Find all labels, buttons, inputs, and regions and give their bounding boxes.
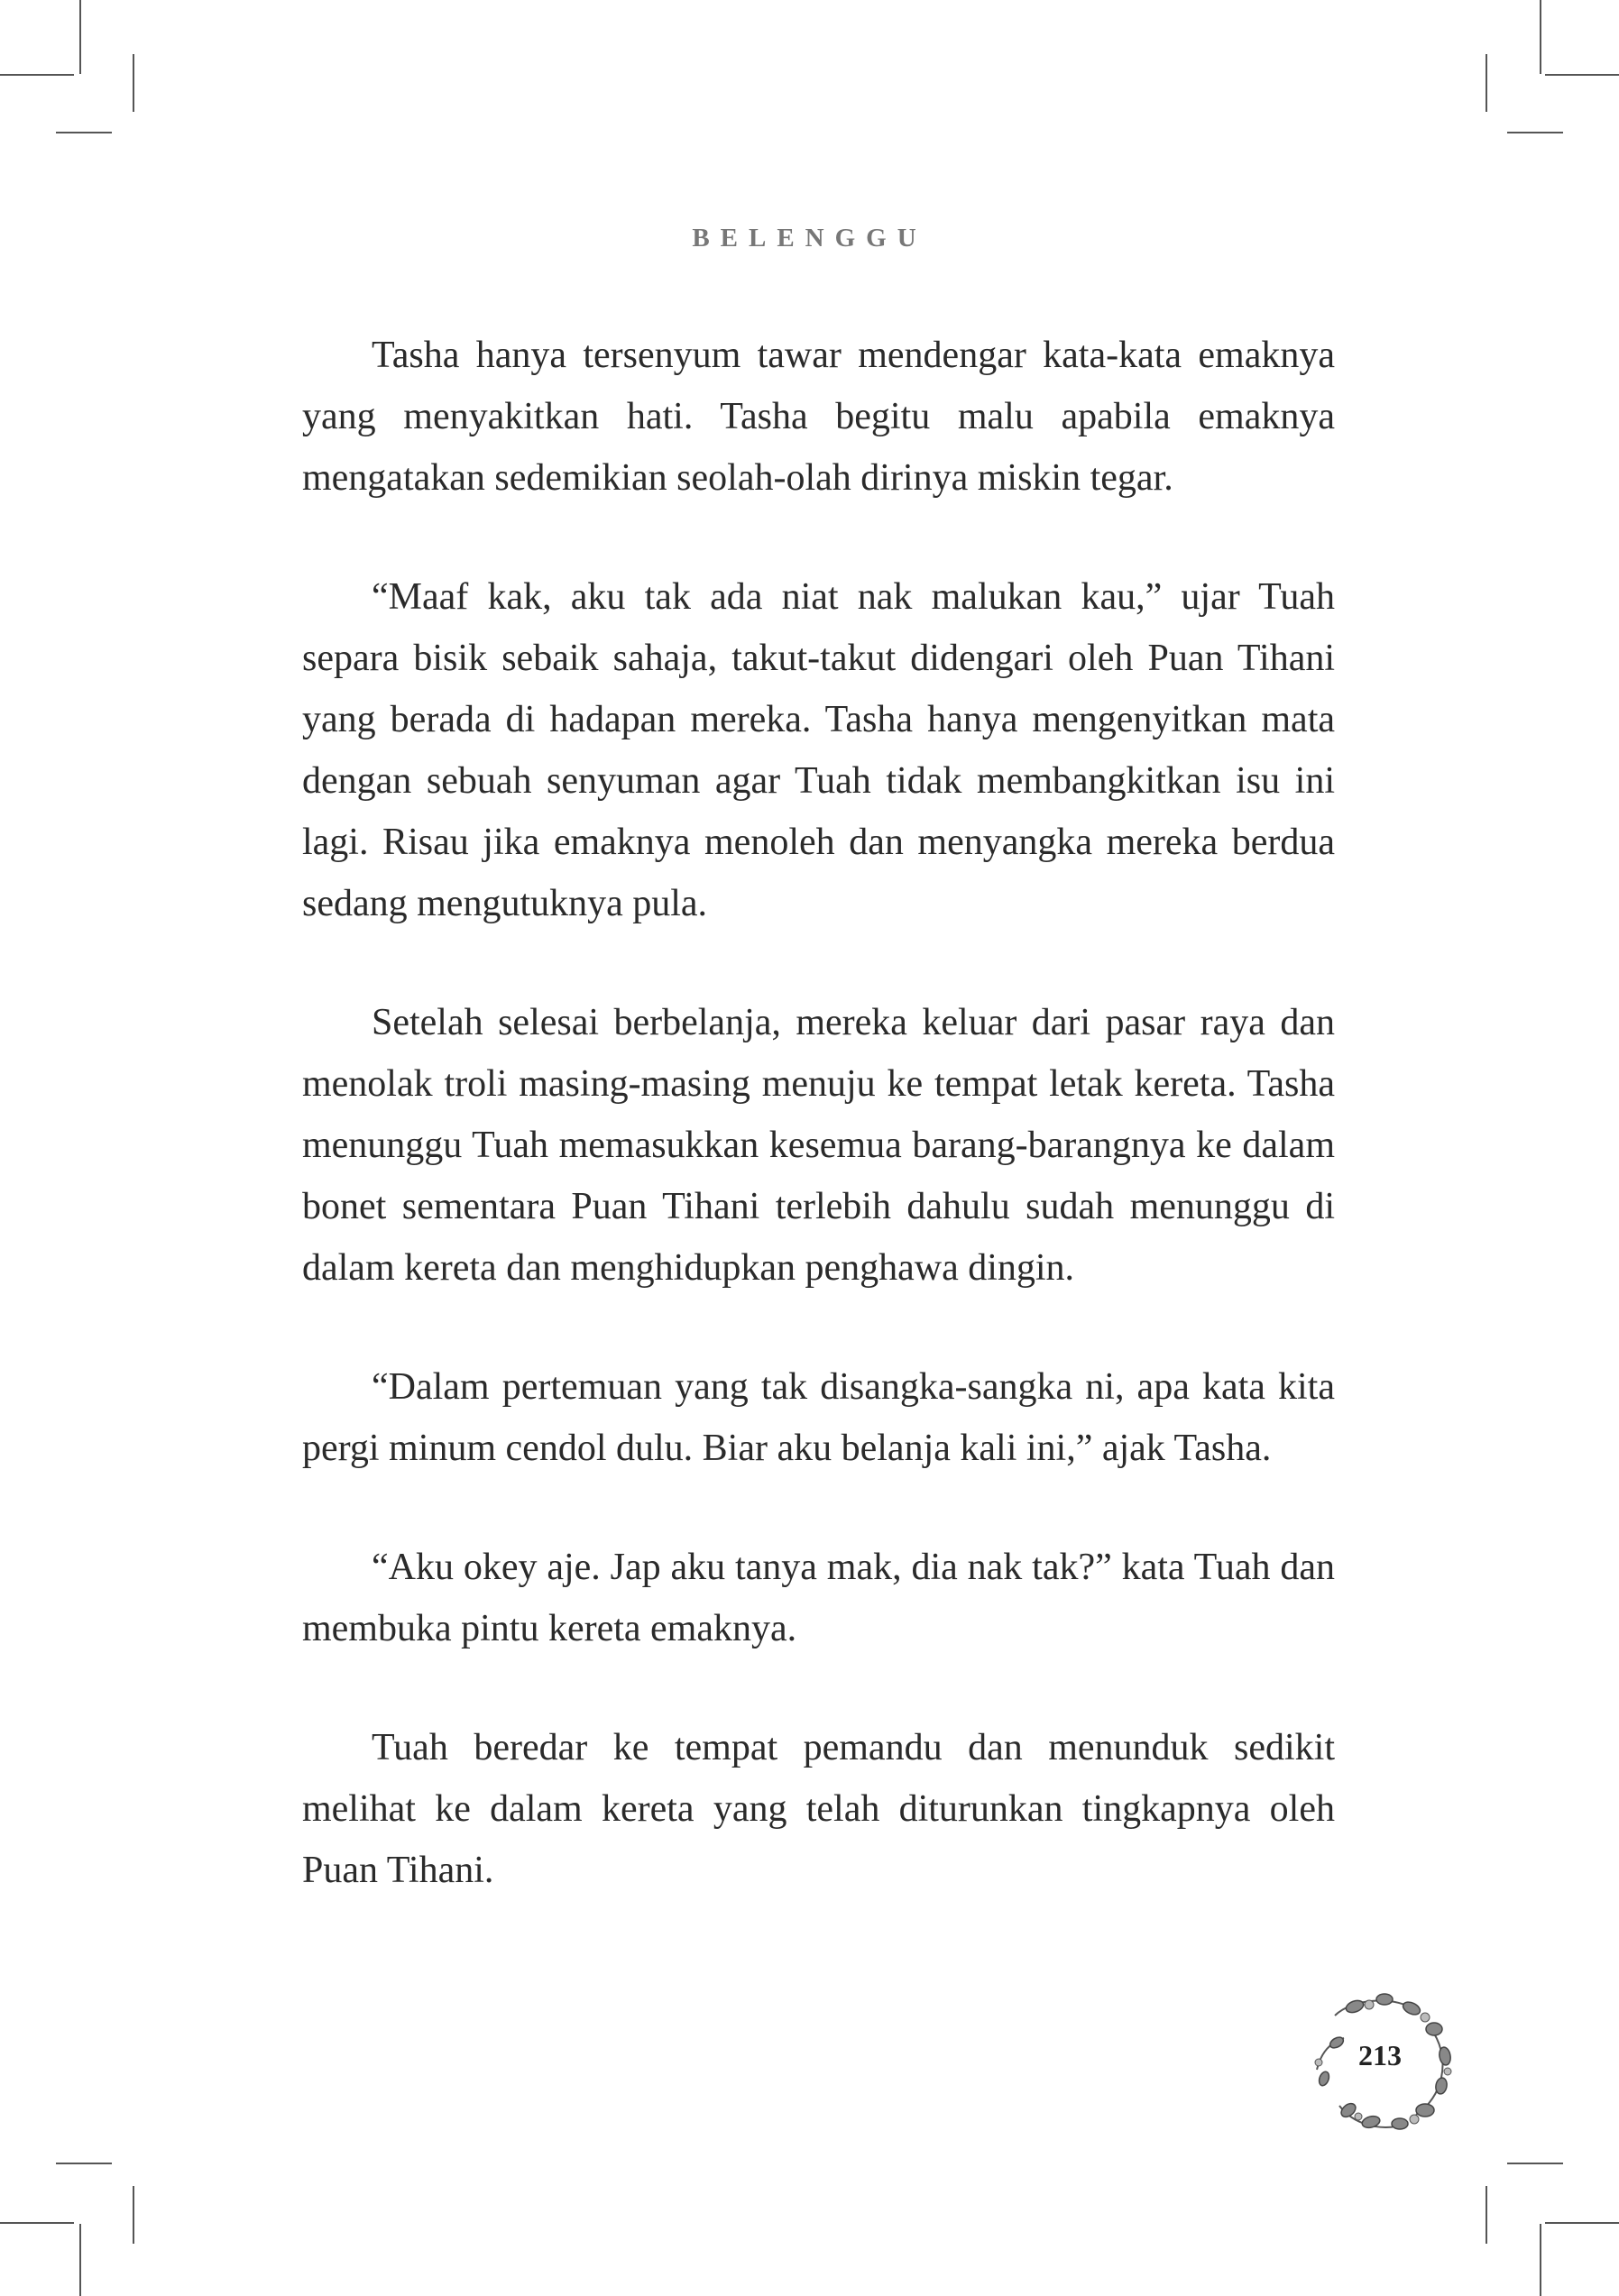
crop-mark-bottom-right-horizontal	[1545, 2222, 1619, 2224]
crop-mark-bottom-left-vertical-inner	[133, 2186, 134, 2244]
crop-mark-top-right-vertical-inner	[1486, 54, 1487, 112]
crop-mark-top-left-vertical-inner	[133, 54, 134, 112]
running-head: BELENGGU	[692, 224, 927, 253]
paragraph: Tuah beredar ke tempat pemandu dan menunduk sedikit melihat ke dalam kereta yang telah diturunkan tingkapnya oleh Puan Tihani.	[302, 1727, 1335, 1891]
crop-mark-top-left-vertical	[79, 0, 81, 74]
paragraph: “Dalam pertemuan yang tak disangka-sangka ni, apa kata kita pergi minum cendol dulu. Biar aku belanja kali ini,” ajak Tasha.	[302, 1366, 1335, 1469]
crop-mark-top-right-horizontal	[1545, 74, 1619, 76]
body-text	[302, 325, 1335, 1959]
paragraph: Tasha hanya tersenyum tawar mendengar kata-kata emaknya yang menyakitkan hati. Tasha begitu malu apabila emaknya mengatakan sedemikian seolah-olah dirinya miskin tegar.	[302, 335, 1335, 499]
page-number: 213	[1358, 2039, 1402, 2071]
crop-mark-bottom-left-horizontal-inner	[56, 2163, 112, 2164]
crop-mark-top-right-vertical	[1540, 0, 1541, 74]
crop-mark-bottom-left-vertical	[79, 2224, 81, 2296]
paragraph: “Maaf kak, aku tak ada niat nak malukan kau,” ujar Tuah separa bisik sebaik sahaja, takut-takut didengari oleh Puan Tihani yang berada di hadapan mereka. Tasha hanya mengenyitkan mata dengan sebuah senyuman agar Tuah tidak membangkitkan isu ini lagi. Risau jika emaknya menoleh dan menyangka mereka berdua sedang mengutuknya pula.	[302, 576, 1335, 924]
crop-mark-bottom-left-horizontal	[0, 2222, 74, 2224]
crop-mark-bottom-right-horizontal-inner	[1507, 2163, 1563, 2164]
paragraph: Setelah selesai berbelanja, mereka keluar dari pasar raya dan menolak troli masing-masing menuju ke tempat letak kereta. Tasha menunggu Tuah memasukkan kesemua barang-barangnya ke dalam bonet sementara Puan Tihani terlebih dahulu sudah menunggu di dalam kereta dan menghidupkan penghawa dingin.	[302, 1002, 1335, 1289]
crop-mark-top-right-horizontal-inner	[1507, 132, 1563, 133]
paragraph: “Aku okey aje. Jap aku tanya mak, dia nak tak?” kata Tuah dan membuka pintu kereta emaknya.	[302, 1547, 1335, 1649]
crop-mark-bottom-right-vertical	[1540, 2224, 1541, 2296]
crop-mark-bottom-right-vertical-inner	[1486, 2186, 1487, 2244]
page-number-ornament	[1299, 1988, 1461, 2133]
crop-mark-top-left-horizontal	[0, 74, 74, 76]
crop-mark-top-left-horizontal-inner	[56, 132, 112, 133]
